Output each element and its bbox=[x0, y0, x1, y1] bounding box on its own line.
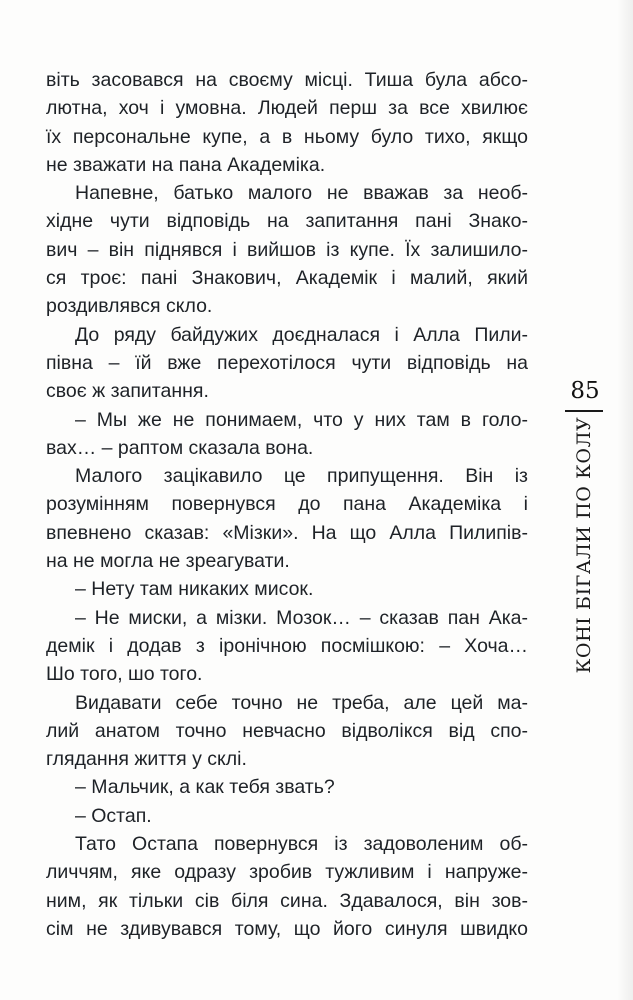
text-line: – Остап. bbox=[75, 804, 152, 827]
running-title-vertical: КОНІ БІГАЛИ ПО КОЛУ bbox=[573, 416, 595, 674]
text-line: демік і додав з іронічною посмішкою: – Хоча… bbox=[46, 634, 528, 657]
text-line: на не могла не зреагувати. bbox=[46, 550, 290, 573]
text-line: До ряду байдужих доєдналася і Алла Пили- bbox=[75, 323, 528, 346]
text-line: Видавати себе точно не треба, але цей ма- bbox=[75, 691, 528, 714]
text-line: Напевне, батько малого не вважав за необ- bbox=[75, 182, 528, 205]
text-line: їх персональне купе, а в ньому було тихо, якщо bbox=[46, 125, 528, 148]
text-line: Малого зацікавило це припущення. Він із bbox=[75, 465, 528, 488]
text-line: хідне чути відповідь на запитання пані Знако- bbox=[46, 210, 528, 233]
text-line: розумінням повернувся до пана Академіка і bbox=[46, 493, 528, 516]
text-line: лий анатом точно невчасно відволікся від спо- bbox=[46, 719, 528, 742]
text-line: лютна, хоч і умовна. Людей перш за все хвилює bbox=[46, 97, 528, 120]
text-line: ним, як тільки сів біля сина. Здавалося, він зов- bbox=[46, 889, 528, 912]
text-line: не зважати на пана Академіка. bbox=[46, 153, 326, 176]
text-line: роздивлявся скло. bbox=[46, 295, 213, 318]
text-line: сім не здивувався тому, що його синуля швидко bbox=[46, 917, 528, 940]
text-line: півна – їй вже перехотілося чути відповідь на bbox=[46, 351, 528, 374]
page-number-rule bbox=[565, 410, 603, 412]
text-block bbox=[46, 66, 528, 943]
text-line: впевнено сказав: «Мізки». На що Алла Пилипів- bbox=[46, 521, 528, 544]
scan-edge-shadow bbox=[617, 0, 633, 1000]
text-line: Шо того, шо того. bbox=[46, 663, 203, 686]
text-line: глядання життя у склі. bbox=[46, 748, 247, 771]
text-line: вич – він піднявся і вийшов із купе. Їх залишило- bbox=[46, 238, 528, 261]
text-line: Тато Остапа повернувся із задоволеним об- bbox=[75, 833, 528, 856]
page-number: 85 bbox=[570, 378, 600, 404]
text-line: – Нету там никаких мисок. bbox=[75, 578, 314, 601]
text-line: – Не миски, а мізки. Мозок… – сказав пан Ака- bbox=[75, 606, 528, 629]
text-line: вах… – раптом сказала вона. bbox=[46, 436, 314, 459]
text-line: – Мальчик, а как тебя звать? bbox=[75, 776, 335, 799]
text-line: – Мы же не понимаем, что у них там в голо- bbox=[75, 408, 528, 431]
text-line: личчям, яке одразу зробив тужливим і напруже- bbox=[46, 861, 528, 884]
text-line: ся троє: пані Знакович, Академік і малий, який bbox=[46, 267, 528, 290]
text-line: своє ж запитання. bbox=[46, 380, 209, 403]
text-line: віть засовався на своєму місці. Тиша була абсо- bbox=[46, 69, 528, 91]
